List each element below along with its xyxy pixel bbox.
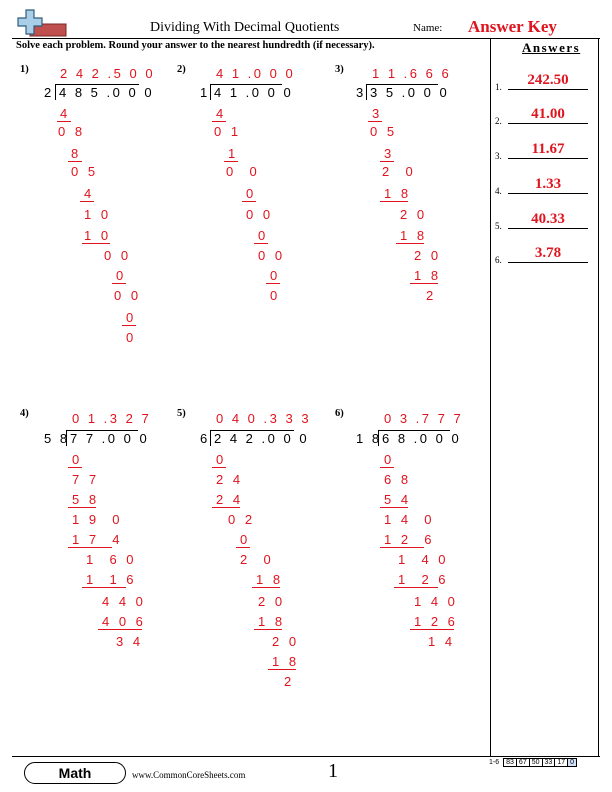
answer-number: 4. xyxy=(495,186,502,196)
score-cell: 83 xyxy=(503,758,517,767)
step-underline xyxy=(82,243,110,244)
step: 1 1 6 xyxy=(86,572,137,587)
division-bracket xyxy=(66,430,67,446)
step: 0 0 xyxy=(246,207,274,222)
problem-label: 2) xyxy=(177,64,186,75)
step: 3 xyxy=(384,146,395,161)
quotient: 1 1 .6 6 6 xyxy=(372,66,452,81)
step: 1 8 xyxy=(258,614,286,629)
name-label: Name: xyxy=(413,22,443,34)
step: 0 xyxy=(116,268,127,283)
step-underline xyxy=(396,243,424,244)
step: 1 0 xyxy=(84,207,112,222)
step: 1 4 0 xyxy=(398,552,449,567)
step: 0 1 xyxy=(214,124,242,139)
step: 2 xyxy=(284,674,295,689)
score-cell: 17 xyxy=(554,758,568,767)
step: 0 8 xyxy=(58,124,86,139)
step: 0 xyxy=(240,532,251,547)
step: 1 4 0 xyxy=(414,594,458,609)
score-cell: 67 xyxy=(516,758,530,767)
problem-label: 1) xyxy=(20,64,29,75)
step: 5 8 xyxy=(72,492,100,507)
step-underline xyxy=(254,243,268,244)
step: 2 0 xyxy=(400,207,428,222)
score-range-label: 1-6 xyxy=(489,759,500,766)
divisor: 2 xyxy=(44,85,54,100)
step-underline xyxy=(380,467,394,468)
subject-badge: Math xyxy=(24,762,126,784)
answers-panel-border xyxy=(490,38,491,756)
step: 1 2 6 xyxy=(398,572,449,587)
footer-divider xyxy=(12,756,600,757)
step: 1 8 xyxy=(414,268,442,283)
step-underline xyxy=(410,283,438,284)
step-underline xyxy=(252,587,280,588)
step-underline xyxy=(80,201,94,202)
step: 0 xyxy=(72,452,83,467)
step: 1 2 6 xyxy=(414,614,458,629)
score-table xyxy=(488,758,577,767)
step-underline xyxy=(224,161,238,162)
dividend: 4 8 5 .0 0 0 xyxy=(59,85,155,100)
step-underline xyxy=(68,161,82,162)
step: 1 0 xyxy=(84,228,112,243)
answer-number: 3. xyxy=(495,151,502,161)
website-link[interactable]: www.CommonCoreSheets.com xyxy=(132,770,246,780)
step: 2 0 xyxy=(414,248,442,263)
step: 0 xyxy=(270,288,281,303)
step-underline xyxy=(380,547,424,548)
dividend: 3 5 .0 0 0 xyxy=(370,85,450,100)
step: 1 8 xyxy=(384,186,412,201)
step: 8 xyxy=(71,146,82,161)
answer-number: 5. xyxy=(495,221,502,231)
divisor: 5 8 xyxy=(44,431,70,446)
problem-label: 5) xyxy=(177,408,186,419)
step: 1 8 xyxy=(400,228,428,243)
quotient: 4 1 .0 0 0 xyxy=(216,66,296,81)
step-underline xyxy=(82,587,126,588)
answer-key-label: Answer Key xyxy=(468,17,557,36)
answer-number: 6. xyxy=(495,255,502,265)
step: 2 4 xyxy=(216,472,244,487)
step: 2 0 xyxy=(258,594,286,609)
step: 0 xyxy=(270,268,281,283)
dividend: 2 4 2 .0 0 0 xyxy=(214,431,310,446)
step: 0 5 xyxy=(370,124,398,139)
answer-number: 1. xyxy=(495,82,502,92)
dividend: 7 7 .0 0 0 xyxy=(70,431,150,446)
step: 1 8 xyxy=(256,572,284,587)
step: 0 0 xyxy=(104,248,132,263)
step: 0 5 xyxy=(71,164,99,179)
step-underline xyxy=(380,507,408,508)
step-underline xyxy=(380,201,408,202)
score-cell: 33 xyxy=(542,758,556,767)
step-underline xyxy=(57,121,71,122)
problem-label: 6) xyxy=(335,408,344,419)
step-underline xyxy=(254,629,282,630)
answer-number: 2. xyxy=(495,116,502,126)
answer-value: 3.78 xyxy=(508,245,588,263)
answer-value: 1.33 xyxy=(508,176,588,194)
score-cell: 0 xyxy=(567,758,577,767)
answer-value: 242.50 xyxy=(508,72,588,90)
step: 0 xyxy=(216,452,227,467)
step: 1 4 xyxy=(428,634,456,649)
step: 3 4 xyxy=(116,634,144,649)
step: 2 0 xyxy=(240,552,274,567)
step: 0 0 xyxy=(258,248,286,263)
division-bracket xyxy=(378,430,379,446)
score-cell: 50 xyxy=(529,758,543,767)
header-divider xyxy=(12,38,600,39)
step-underline xyxy=(212,121,226,122)
step: 1 2 6 xyxy=(384,532,435,547)
dividend: 6 8 .0 0 0 xyxy=(382,431,462,446)
step: 3 xyxy=(372,106,383,121)
step-underline xyxy=(236,547,250,548)
dividend: 4 1 .0 0 0 xyxy=(214,85,294,100)
answers-heading: Answers xyxy=(522,40,581,55)
step: 1 9 0 xyxy=(72,512,123,527)
step-underline xyxy=(68,547,112,548)
step-underline xyxy=(394,587,438,588)
step: 5 4 xyxy=(384,492,412,507)
step: 2 0 xyxy=(382,164,416,179)
step: 4 0 6 xyxy=(102,614,146,629)
step: 0 xyxy=(258,228,269,243)
step: 0 0 xyxy=(114,288,142,303)
step-underline xyxy=(98,629,142,630)
step-underline xyxy=(68,507,96,508)
instructions: Solve each problem. Round your answer to the nearest hundredth (if necessary). xyxy=(16,40,375,51)
step: 0 0 xyxy=(226,164,260,179)
step-underline xyxy=(122,325,136,326)
step: 1 7 4 xyxy=(72,532,123,547)
step: 6 8 xyxy=(384,472,412,487)
division-bracket xyxy=(210,84,211,100)
step: 0 xyxy=(384,452,395,467)
step: 0 xyxy=(246,186,257,201)
step: 4 xyxy=(60,106,71,121)
step-underline xyxy=(212,467,226,468)
step: 0 2 xyxy=(228,512,256,527)
step-underline xyxy=(266,283,280,284)
quotient: 0 3 .7 7 7 xyxy=(384,411,464,426)
step: 1 4 0 xyxy=(384,512,435,527)
step: 2 xyxy=(426,288,437,303)
worksheet-title: Dividing With Decimal Quotients xyxy=(150,20,340,35)
step-underline xyxy=(112,283,126,284)
answer-value: 11.67 xyxy=(508,141,588,159)
divisor: 6 xyxy=(200,431,210,446)
divisor: 1 8 xyxy=(356,431,382,446)
quotient: 2 4 2 .5 0 0 xyxy=(60,66,156,81)
step: 1 8 xyxy=(272,654,300,669)
step-underline xyxy=(268,669,296,670)
page-number: 1 xyxy=(328,760,338,782)
step: 2 4 xyxy=(216,492,244,507)
division-bracket xyxy=(210,430,211,446)
step-underline xyxy=(410,629,454,630)
step: 1 6 0 xyxy=(86,552,137,567)
step: 1 xyxy=(228,146,239,161)
step: 0 xyxy=(126,310,137,325)
step-underline xyxy=(368,121,382,122)
answer-value: 40.33 xyxy=(508,211,588,229)
step: 4 4 0 xyxy=(102,594,146,609)
step: 4 xyxy=(216,106,227,121)
problem-label: 3) xyxy=(335,64,344,75)
division-bracket xyxy=(55,84,56,100)
step-underline xyxy=(242,201,256,202)
problem-label: 4) xyxy=(20,408,29,419)
step-underline xyxy=(68,467,82,468)
step-underline xyxy=(380,161,394,162)
divisor: 3 xyxy=(356,85,366,100)
divisor: 1 xyxy=(200,85,210,100)
quotient: 0 1 .3 2 7 xyxy=(72,411,152,426)
division-bracket xyxy=(366,84,367,100)
right-border xyxy=(598,38,599,756)
step: 4 xyxy=(84,186,95,201)
answer-value: 41.00 xyxy=(508,106,588,124)
step: 2 0 xyxy=(272,634,300,649)
step: 0 xyxy=(126,330,137,345)
plus-logo-icon xyxy=(16,8,68,38)
step: 7 7 xyxy=(72,472,100,487)
step-underline xyxy=(212,507,240,508)
quotient: 0 4 0 .3 3 3 xyxy=(216,411,312,426)
